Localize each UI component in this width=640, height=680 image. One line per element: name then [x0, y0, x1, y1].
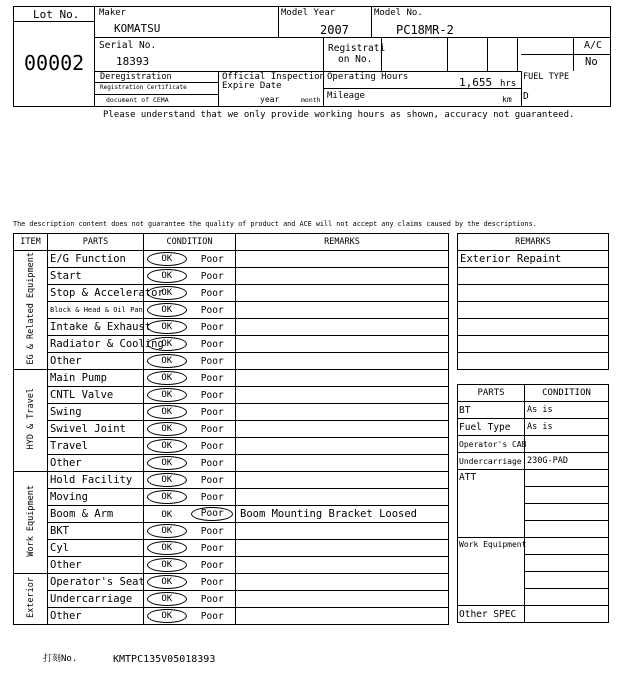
right-remarks-row — [458, 336, 609, 353]
poor-cell — [190, 319, 236, 336]
remark-cell — [236, 438, 449, 455]
deregistration-label: Deregistration — [100, 72, 172, 82]
right-remarks-row — [458, 353, 609, 370]
work-equipment-label: Work Equipment — [458, 538, 525, 606]
right-remarks-row: Exterior Repaint — [458, 251, 609, 268]
remark-cell — [236, 353, 449, 370]
ok-cell — [144, 404, 190, 421]
remark-cell — [236, 319, 449, 336]
condition-row — [14, 489, 449, 506]
ok-option-selected: OK — [147, 456, 187, 470]
maker-value: KOMATSU — [114, 22, 161, 35]
poor-option: Poor — [200, 372, 224, 384]
right-parts-table — [457, 384, 609, 623]
part-name: E/G Function — [48, 251, 144, 268]
ok-cell — [144, 353, 190, 370]
remark-cell — [236, 472, 449, 489]
remarks-header: REMARKS — [236, 234, 449, 251]
registration-label-2: on No. — [338, 54, 373, 65]
year-label: year — [260, 95, 280, 104]
right-remarks-header: REMARKS — [458, 234, 609, 251]
poor-cell — [190, 268, 236, 285]
remark-cell — [236, 608, 449, 625]
condition-row — [14, 608, 449, 625]
ok-cell — [144, 421, 190, 438]
op-hours-value: 1,655 — [459, 76, 493, 89]
poor-cell — [190, 421, 236, 438]
poor-cell — [190, 489, 236, 506]
poor-cell — [190, 370, 236, 387]
condition-header: CONDITION — [144, 234, 236, 251]
poor-cell — [190, 438, 236, 455]
poor-option: Poor — [200, 304, 224, 316]
condition-table — [13, 233, 449, 625]
remark-cell: Boom Mounting Bracket Loosed — [236, 506, 449, 523]
ac-label: A/C — [584, 40, 603, 51]
condition-row — [14, 574, 449, 591]
poor-cell — [190, 506, 236, 523]
ok-option-selected: OK — [147, 490, 187, 504]
poor-option: Poor — [200, 474, 224, 486]
op-hours-label: Operating Hours — [327, 72, 409, 82]
hours-notice: Please understand that we only provide working hours as shown, accuracy not guaranteed. — [103, 110, 575, 120]
remark-cell — [236, 370, 449, 387]
stamp-value: KMTPC135V05018393 — [113, 654, 216, 665]
ok-cell — [144, 523, 190, 540]
part-name: Main Pump — [48, 370, 144, 387]
item-group-label: Exterior — [25, 577, 36, 618]
model-year-value: 2007 — [320, 23, 349, 37]
ok-option-selected: OK — [147, 286, 187, 300]
remark-cell — [236, 455, 449, 472]
item-group-cell — [14, 251, 48, 370]
poor-cell — [190, 251, 236, 268]
stamp-label: 打刻No. — [43, 654, 78, 664]
poor-option: Poor — [200, 389, 224, 401]
condition-row — [14, 421, 449, 438]
ok-cell — [144, 251, 190, 268]
ok-cell — [144, 370, 190, 387]
remark-cell — [236, 557, 449, 574]
poor-cell — [190, 455, 236, 472]
remark-cell — [236, 404, 449, 421]
serial-value: 18393 — [116, 55, 150, 68]
lot-number: 00002 — [24, 51, 85, 75]
ok-cell — [144, 506, 190, 523]
part-name: Other — [48, 608, 144, 625]
condition-row — [14, 523, 449, 540]
part-name: Undercarriage — [48, 591, 144, 608]
remark-cell — [236, 285, 449, 302]
ok-cell — [144, 574, 190, 591]
remark-cell — [236, 523, 449, 540]
condition-row — [14, 302, 449, 319]
hrs-label: hrs — [500, 79, 517, 89]
ok-cell — [144, 489, 190, 506]
ok-cell — [144, 268, 190, 285]
right-remarks-row — [458, 319, 609, 336]
right-part-bt: BT — [458, 402, 525, 419]
condition-row — [14, 387, 449, 404]
poor-option: Poor — [200, 253, 224, 265]
right-remarks-table — [457, 233, 609, 370]
ok-option-selected: OK — [147, 337, 187, 351]
inspection-label-1: Official Inspection — [222, 72, 325, 82]
ok-option-selected: OK — [147, 558, 187, 572]
condition-row — [14, 506, 449, 523]
ok-option-selected: OK — [147, 405, 187, 419]
condition-row — [14, 251, 449, 268]
remark-cell — [236, 540, 449, 557]
km-label: km — [502, 95, 512, 104]
part-name: Stop & Accelerator — [48, 285, 144, 302]
right-parts-header: PARTS — [458, 385, 525, 402]
condition-row — [14, 557, 449, 574]
poor-option: Poor — [200, 610, 224, 622]
ok-option-selected: OK — [147, 354, 187, 368]
other-spec-label: Other SPEC — [458, 606, 525, 623]
part-name: Travel — [48, 438, 144, 455]
poor-option: Poor — [200, 355, 224, 367]
att-label: ATT — [458, 470, 525, 538]
part-name: CNTL Valve — [48, 387, 144, 404]
month-label: month — [301, 96, 321, 104]
ok-option-selected: OK — [147, 388, 187, 402]
poor-cell — [190, 574, 236, 591]
reg-cert-label: Registration Certificate — [100, 84, 187, 91]
poor-cell — [190, 591, 236, 608]
condition-row — [14, 591, 449, 608]
poor-option: Poor — [200, 423, 224, 435]
ok-option-selected: OK — [147, 524, 187, 538]
right-part-fuel-type: Fuel Type — [458, 419, 525, 436]
item-group-cell — [14, 574, 48, 625]
poor-cell — [190, 404, 236, 421]
item-group-label: EG & Related Equipment — [25, 252, 36, 365]
lot-label: Lot No. — [33, 8, 80, 21]
poor-cell — [190, 540, 236, 557]
condition-table-body — [14, 251, 449, 625]
ok-cell — [144, 540, 190, 557]
poor-cell — [190, 353, 236, 370]
poor-cell — [190, 472, 236, 489]
poor-option: Poor — [200, 559, 224, 571]
item-group-label: Work Equipment — [25, 485, 36, 557]
condition-row — [14, 268, 449, 285]
condition-row — [14, 472, 449, 489]
remark-cell — [236, 574, 449, 591]
right-condition-undercarriage: 230G-PAD — [525, 453, 609, 470]
part-name: Other — [48, 455, 144, 472]
remark-cell — [236, 489, 449, 506]
remark-cell — [236, 302, 449, 319]
ok-option: OK — [161, 509, 173, 520]
ok-cell — [144, 285, 190, 302]
part-name: Radiator & Cooling — [48, 336, 144, 353]
poor-cell — [190, 336, 236, 353]
ok-cell — [144, 438, 190, 455]
part-name: Swing — [48, 404, 144, 421]
ok-option-selected: OK — [147, 439, 187, 453]
poor-cell — [190, 285, 236, 302]
poor-cell — [190, 557, 236, 574]
poor-option-selected: Poor — [191, 507, 233, 521]
poor-cell — [190, 523, 236, 540]
right-remarks-row — [458, 302, 609, 319]
condition-row — [14, 285, 449, 302]
registration-label-1: Registrati — [328, 43, 386, 54]
condition-row — [14, 540, 449, 557]
poor-option: Poor — [200, 457, 224, 469]
ok-option-selected: OK — [147, 269, 187, 283]
condition-row — [14, 438, 449, 455]
fuel-type-label: FUEL TYPE — [523, 72, 570, 82]
ok-cell — [144, 608, 190, 625]
mileage-label: Mileage — [327, 91, 365, 101]
remark-cell — [236, 268, 449, 285]
condition-row — [14, 353, 449, 370]
poor-cell — [190, 608, 236, 625]
poor-option: Poor — [200, 270, 224, 282]
condition-row — [14, 404, 449, 421]
poor-cell — [190, 302, 236, 319]
right-remarks-row — [458, 268, 609, 285]
item-group-cell — [14, 370, 48, 472]
right-condition-header: CONDITION — [525, 385, 609, 402]
ok-cell — [144, 455, 190, 472]
part-name: Other — [48, 557, 144, 574]
model-no-label: Model No. — [374, 8, 423, 18]
poor-option: Poor — [200, 287, 224, 299]
remark-cell — [236, 421, 449, 438]
part-name: Operator's Seat — [48, 574, 144, 591]
inspection-label-2: Expire Date — [222, 81, 282, 91]
ok-option-selected: OK — [147, 473, 187, 487]
remark-cell — [236, 336, 449, 353]
item-group-label: HYD & Travel — [25, 388, 36, 450]
right-remarks-row — [458, 285, 609, 302]
model-year-label: Model Year — [281, 8, 336, 18]
poor-option: Poor — [200, 440, 224, 452]
serial-label: Serial No. — [99, 40, 157, 51]
condition-row — [14, 370, 449, 387]
poor-option: Poor — [200, 491, 224, 503]
right-part-operator-cab: Operator's CAB — [458, 436, 525, 453]
ok-cell — [144, 557, 190, 574]
part-name: Cyl — [48, 540, 144, 557]
ok-cell — [144, 591, 190, 608]
right-condition-operator-cab — [525, 436, 609, 453]
ok-option-selected: OK — [147, 303, 187, 317]
poor-option: Poor — [200, 593, 224, 605]
part-name: BKT — [48, 523, 144, 540]
cema-label: document of CEMA — [106, 96, 169, 104]
item-header: ITEM — [14, 234, 48, 251]
ok-option-selected: OK — [147, 252, 187, 266]
parts-header: PARTS — [48, 234, 144, 251]
part-name: Start — [48, 268, 144, 285]
fuel-type-value: D — [523, 91, 529, 102]
item-group-cell — [14, 472, 48, 574]
part-name: Other — [48, 353, 144, 370]
poor-option: Poor — [200, 525, 224, 537]
poor-option: Poor — [200, 576, 224, 588]
poor-option: Poor — [200, 321, 224, 333]
ac-value: No — [585, 56, 598, 68]
ok-cell — [144, 319, 190, 336]
ok-option-selected: OK — [147, 575, 187, 589]
ok-cell — [144, 336, 190, 353]
condition-table-header — [14, 234, 449, 251]
poor-option: Poor — [200, 406, 224, 418]
part-name: Intake & Exhaust — [48, 319, 144, 336]
part-name: Block & Head & Oil Pan — [48, 302, 144, 319]
ok-cell — [144, 472, 190, 489]
ok-option-selected: OK — [147, 592, 187, 606]
ok-cell — [144, 387, 190, 404]
ok-option-selected: OK — [147, 609, 187, 623]
right-condition-fuel-type: As is — [525, 419, 609, 436]
ok-cell — [144, 302, 190, 319]
condition-row — [14, 455, 449, 472]
poor-option: Poor — [200, 542, 224, 554]
poor-cell — [190, 387, 236, 404]
part-name: Hold Facility — [48, 472, 144, 489]
remark-cell — [236, 591, 449, 608]
right-condition-bt: As is — [525, 402, 609, 419]
part-name: Boom & Arm — [48, 506, 144, 523]
description-notice: The description content does not guarantee the quality of product and ACE will not accept any claims caused by the descriptions. — [13, 220, 537, 228]
poor-option: Poor — [200, 338, 224, 350]
maker-label: Maker — [99, 8, 127, 18]
ok-option-selected: OK — [147, 320, 187, 334]
remark-cell — [236, 387, 449, 404]
condition-row — [14, 319, 449, 336]
model-no-value: PC18MR-2 — [396, 23, 454, 37]
condition-row — [14, 336, 449, 353]
right-part-undercarriage: Undercarriage — [458, 453, 525, 470]
ok-option-selected: OK — [147, 541, 187, 555]
ok-option-selected: OK — [147, 422, 187, 436]
part-name: Swivel Joint — [48, 421, 144, 438]
remark-cell — [236, 251, 449, 268]
part-name: Moving — [48, 489, 144, 506]
ok-option-selected: OK — [147, 371, 187, 385]
